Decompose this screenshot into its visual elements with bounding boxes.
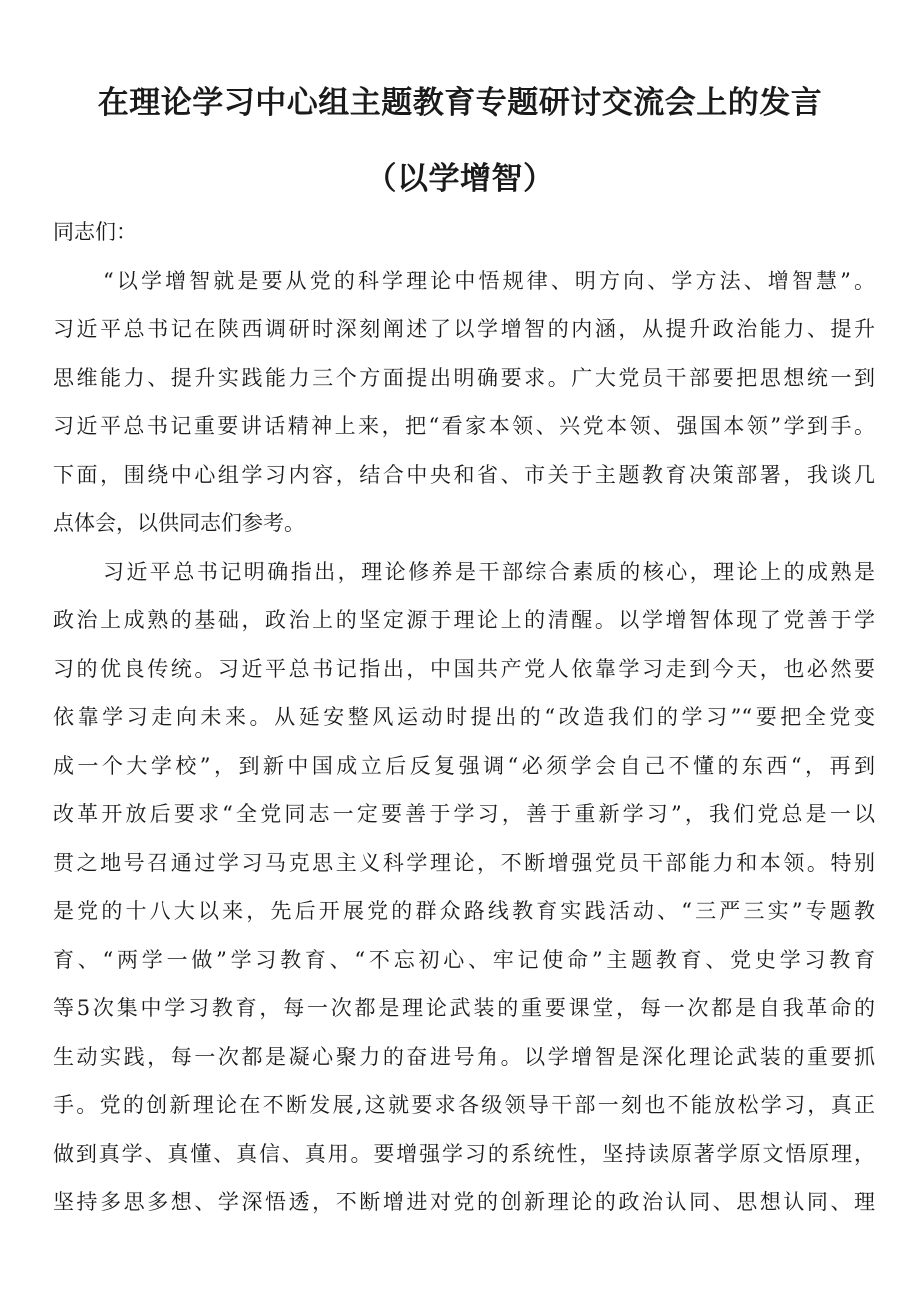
paragraph-line: 贯之地号召通过学习马克思主义科学理论，不断增强党员干部能力和本领。特别 (53, 850, 875, 875)
paragraph-line: 政治上成熟的基础，政治上的坚定源于理论上的清醒。以学增智体现了党善于学 (53, 608, 875, 632)
paragraph-line: 改革开放后要求“全党同志一定要善于学习，善于重新学习”，我们党总是一以 (53, 802, 875, 826)
paragraph-line: 习的优良传统。习近平总书记指出，中国共产党人依靠学习走到今天，也必然要 (53, 656, 875, 681)
paragraph-line: 成一个大学校”，到新中国成立后反复强调“必须学会自己不懂的东西“，再到 (53, 753, 875, 778)
paragraph-line: 手。党的创新理论在不断发展,这就要求各级领导干部一刻也不能放松学习，真正 (53, 1093, 875, 1117)
paragraph-line: 等5次集中学习教育，每一次都是理论武装的重要课堂，每一次都是自我革命的 (53, 996, 875, 1020)
paragraph-2 (53, 548, 875, 1227)
paragraph-line: 依靠学习走向未来。从延安整风运动时提出的“改造我们的学习”“要把全党变 (53, 705, 875, 729)
paragraph-line: 做到真学、真懂、真信、真用。要增强学习的系统性，坚持读原著学原文悟原理， (53, 1141, 875, 1166)
document-body (53, 208, 875, 1227)
paragraph-line: 习近平总书记重要讲话精神上来，把“看家本领、兴党本领、强国本领”学到手。 (53, 414, 875, 438)
paragraph-line: 思维能力、提升实践能力三个方面提出明确要求。广大党员干部要把思想统一到 (53, 365, 875, 390)
paragraph-line: 育、“两学一做”学习教育、“不忘初心、牢记使命”主题教育、党史学习教育 (53, 947, 875, 972)
paragraph-1 (53, 257, 875, 548)
paragraph-line: 习近平总书记在陕西调研时深刻阐述了以学增智的内涵，从提升政治能力、提升 (53, 317, 875, 341)
paragraph-line: “以学增智就是要从党的科学理论中悟规律、明方向、学方法、增智慧”。 (103, 268, 875, 293)
paragraph-line: 是党的十八大以来，先后开展党的群众路线教育实践活动、“三严三实”专题教 (53, 899, 875, 923)
paragraph-line: 点体会，以供同志们参考。 (53, 511, 305, 535)
salutation: 同志们： (53, 220, 137, 244)
paragraph-line: 下面，围绕中心组学习内容，结合中央和省、市关于主题教育决策部署，我谈几 (53, 462, 875, 487)
document-subtitle: （以学增智） (365, 161, 555, 197)
paragraph-line: 坚持多思多想、学深悟透，不断增进对党的创新理论的政治认同、思想认同、理 (53, 1190, 875, 1214)
paragraph-line: 生动实践，每一次都是凝心聚力的奋进号角。以学增智是深化理论武装的重要抓 (53, 1044, 875, 1069)
document-title: 在理论学习中心组主题教育专题研讨交流会上的发言 (97, 85, 823, 121)
paragraph-line: 习近平总书记明确指出，理论修养是干部综合素质的核心，理论上的成熟是 (103, 559, 875, 584)
